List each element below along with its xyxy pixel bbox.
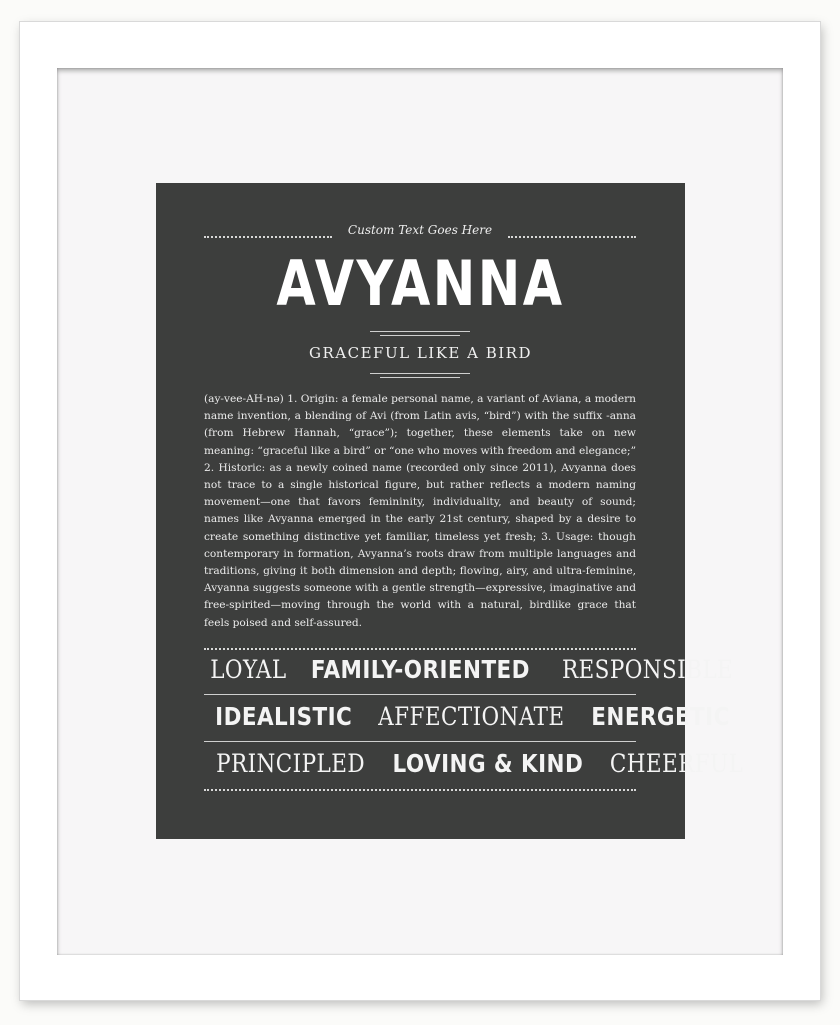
name-title: AVYANNA <box>276 247 565 320</box>
trait: ENERGETIC <box>591 702 730 731</box>
custom-text: Custom Text Goes Here <box>347 223 493 237</box>
traits-divider-1 <box>204 694 636 695</box>
dotted-divider-traits-top <box>204 648 636 650</box>
traits-row-1 <box>204 655 733 684</box>
name-underline-2 <box>380 335 460 336</box>
trait: LOVING & KIND <box>392 749 584 778</box>
dotted-divider-left <box>204 236 332 238</box>
meaning-underline-2 <box>380 377 460 378</box>
picture-frame <box>20 22 820 1000</box>
trait: CHEERFUL <box>609 749 744 778</box>
frame-mat <box>57 68 783 955</box>
trait: IDEALISTIC <box>215 702 353 731</box>
name-definition: (ay-vee-AH-nə) 1. Origin: a female personal name, a variant of Aviana, a modern name invention, a blending of Avi (from Latin avis, “bird”) with the suffix -anna (from Hebrew Hannah, “grace”); together, these elements take on new meaning: “graceful like a bird” or “one who moves with freedom and elegance;” 2. Historic: as a newly coined name (recorded only since 2011), Avyanna does not trace to a single historical figure, but rather reflects a modern naming movement—one that favors femininity, individuality, and beauty of sound; names like Avyanna emerged in the early 21st century, shaped by a desire to create something distinctive yet familiar, timeless yet fresh; 3. Usage: though contemporary in formation, Avyanna’s roots draw from multiple languages and traditions, giving it both dimension and depth; flowing, airy, and ultra-feminine, Avyanna suggests someone with a gentle strength—expressive, imaginative and free-spirited—moving through the world with a natural, birdlike grace that feels poised and self-assured. <box>204 393 636 629</box>
trait: RESPONSIBLE <box>561 655 733 684</box>
traits-divider-2 <box>204 741 636 742</box>
name-meaning: GRACEFUL LIKE A BIRD <box>309 344 532 362</box>
dotted-divider-traits-bottom <box>204 789 636 791</box>
traits-row-2 <box>204 702 730 731</box>
trait: AFFECTIONATE <box>378 702 565 731</box>
dotted-divider-right <box>508 236 636 238</box>
traits-row-3 <box>204 749 744 778</box>
trait: FAMILY-ORIENTED <box>310 655 530 684</box>
trait: PRINCIPLED <box>216 749 366 778</box>
meaning-underline-1 <box>370 373 470 374</box>
trait: LOYAL <box>210 655 287 684</box>
name-print <box>156 183 744 839</box>
name-underline-1 <box>370 331 470 332</box>
